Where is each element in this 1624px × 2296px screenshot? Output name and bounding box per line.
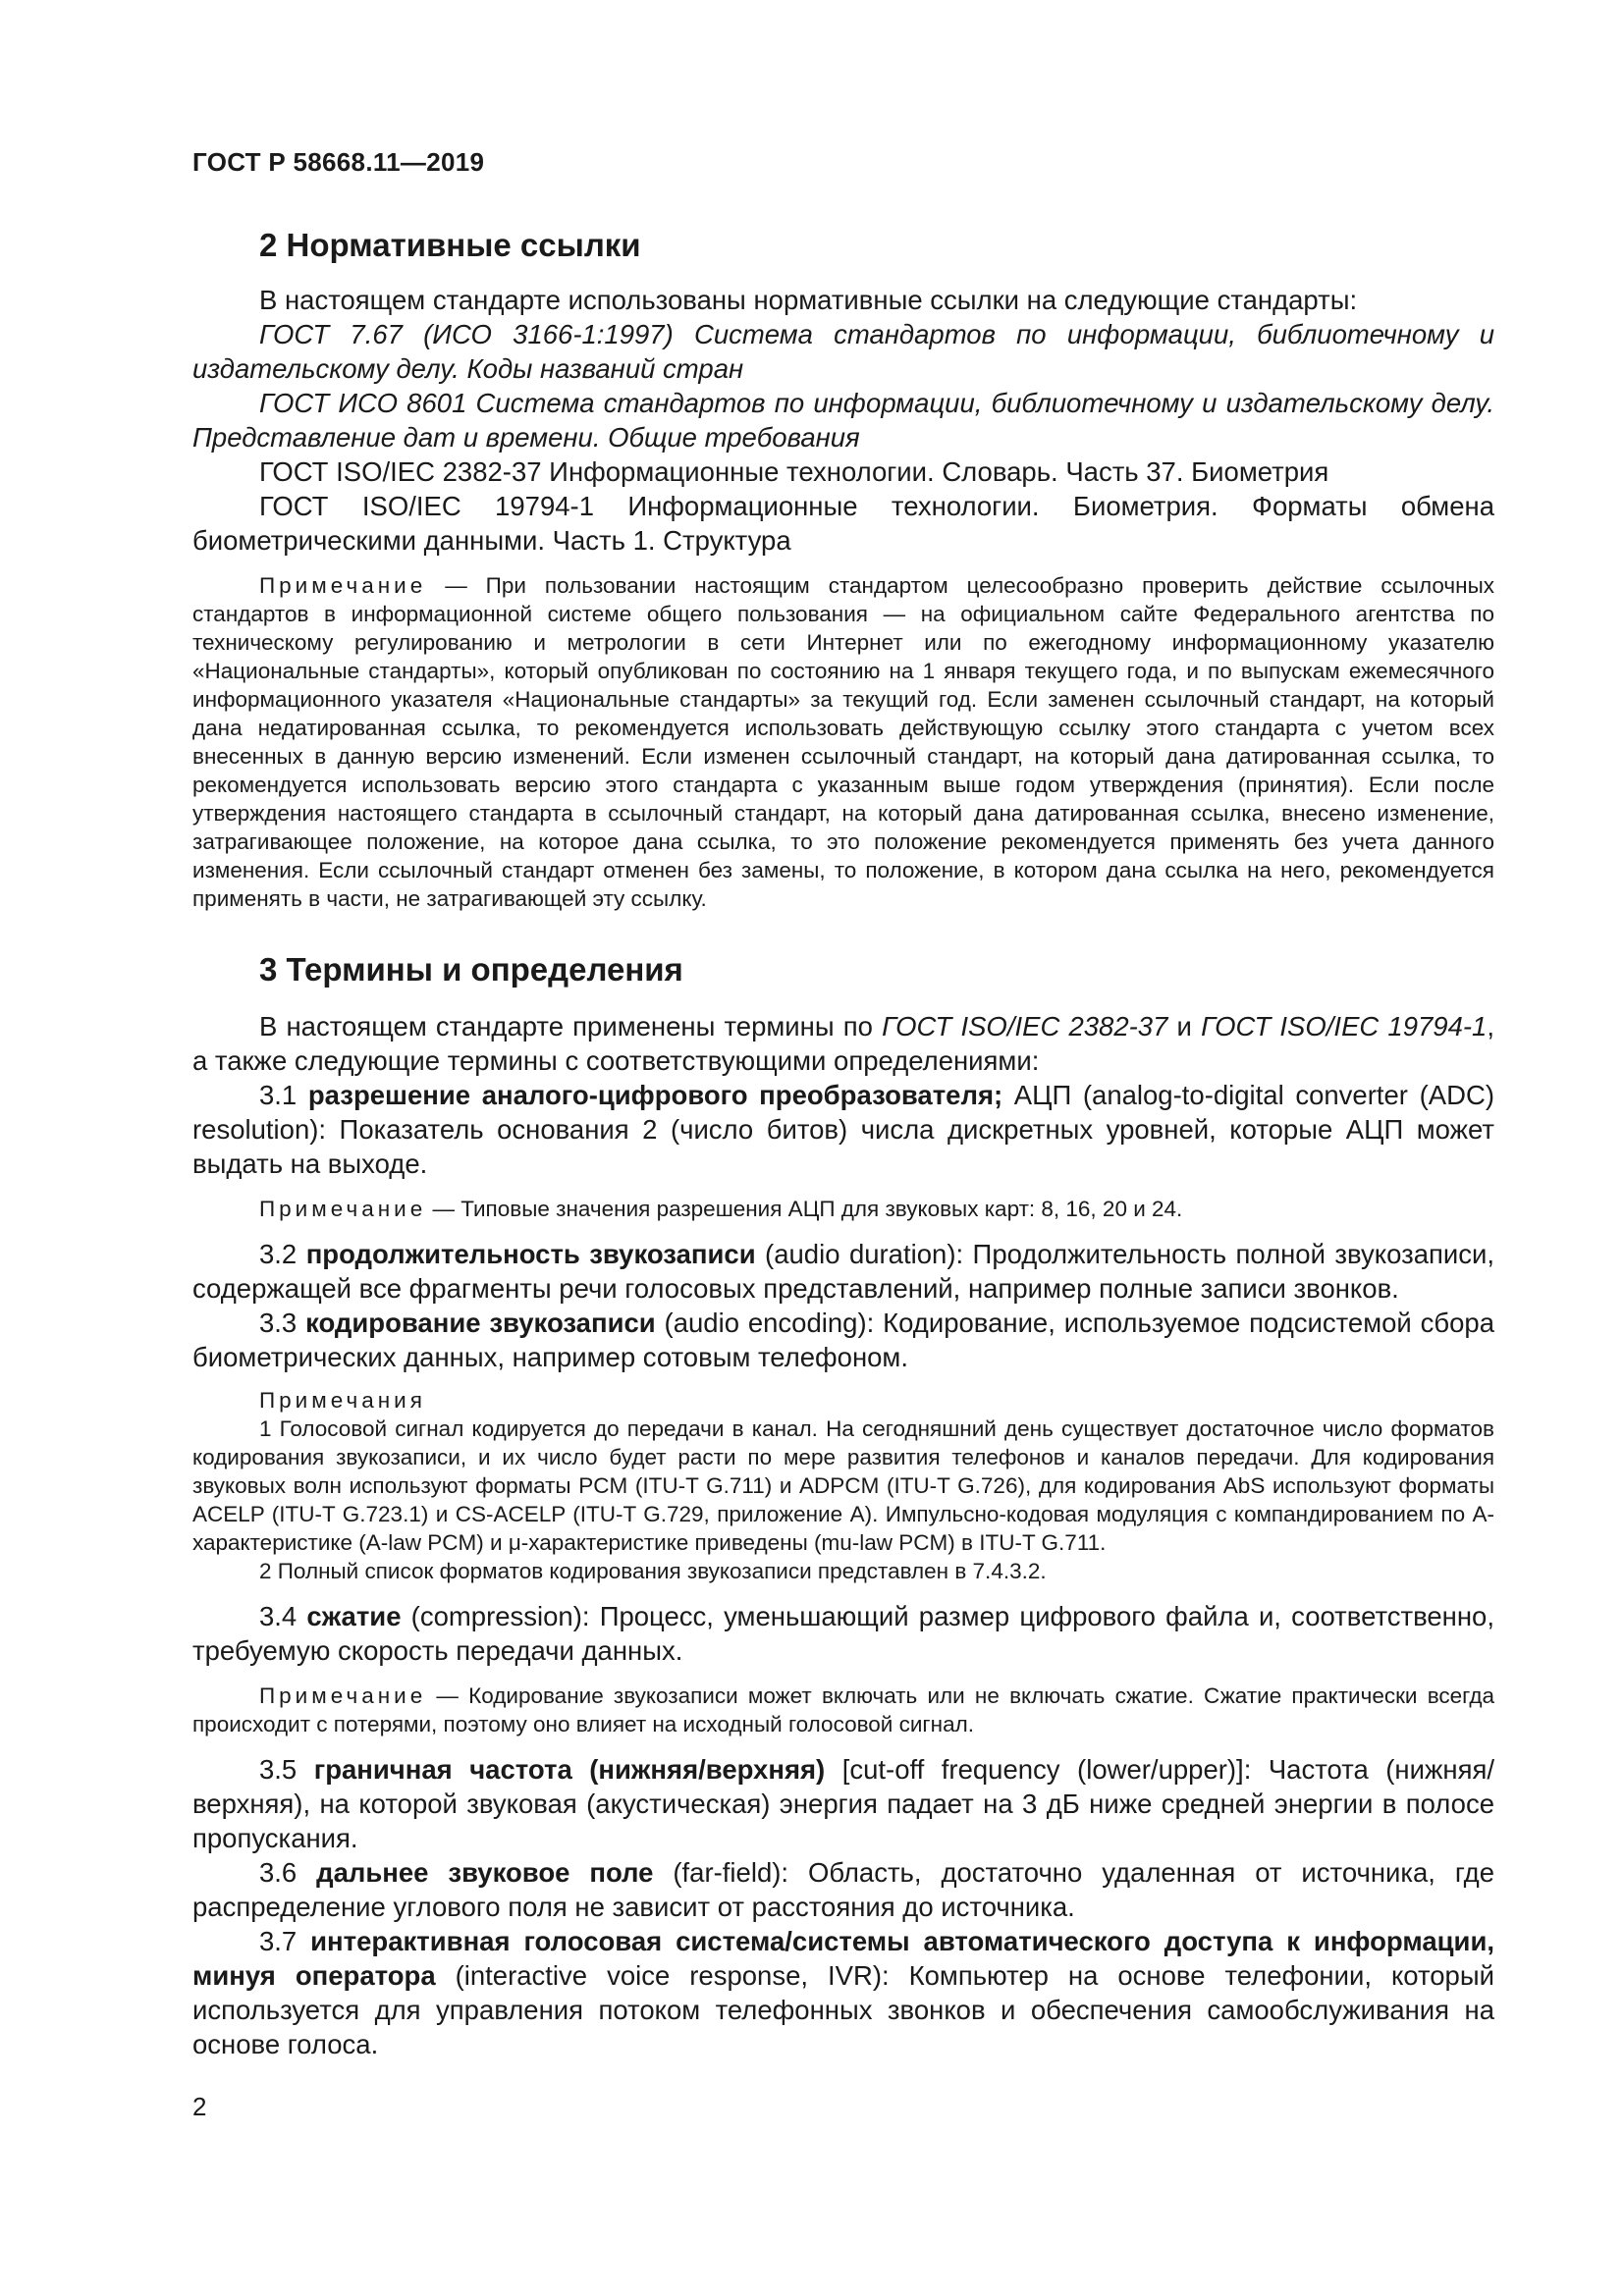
note-label: Примечание [259,1197,427,1221]
intro-text: , а также следующие термины с соответствующими определениями: [192,1011,1494,1076]
section-2-title: 2 Нормативные ссылки [259,227,641,263]
term-3-3 [192,1306,1494,1374]
intro-ref: ГОСТ ISO/IEC 19794-1 [1201,1011,1488,1041]
term-definition: (compression): Процесс, уменьшающий размер цифрового файла и, соответственно, требуемую скорость передачи данных. [192,1601,1494,1666]
term-name: разрешение аналого-цифрового преобразователя; [307,1080,1003,1110]
term-name: кодирование звукозаписи [305,1308,656,1338]
term-3-1 [192,1078,1494,1181]
term-3-2 [192,1237,1494,1306]
note-text: — Кодирование звукозаписи может включать или не включать сжатие. Сжатие практически всегда происходит с потерями, поэтому оно влияет на исходный голосовой сигнал. [192,1683,1494,1736]
term-number: 3.5 [259,1754,314,1785]
term-3-3-note-2: 2 Полный список форматов кодирования звукозаписи представлен в 7.4.3.2. [259,1559,1047,1583]
intro-text: В настоящем стандарте применены термины по [259,1011,883,1041]
term-3-6 [192,1855,1494,1924]
term-3-1-note [192,1195,1494,1223]
standard-code-header: ГОСТ Р 58668.11—2019 [192,147,485,177]
sec2-ref-gost-767 [192,317,1494,386]
term-name: граничная частота (нижняя/верхняя) [313,1754,826,1785]
section-3-title: 3 Термины и определения [259,951,683,988]
term-name: интерактивная голосовая система/системы автоматического доступа к информации, минуя оператора [192,1926,1494,1991]
note-text: — При пользовании настоящим стандартом целесообразно проверить действие ссылочных стандартов в информационной системе общего пользования — на официальном сайте Федерального агентства по техническому регулированию и метрологии в сети Интернет или по ежегодному информационному указателю «Национальные стандарты», который опубликован по состоянию на 1 января текущего года, и по выпускам ежемесячного информационного указателя «Национальные стандарты» за текущий год. Если заменен ссылочный стандарт, на который дана недатированная ссылка, то рекомендуется использовать действующую ссылку этого стандарта с учетом всех внесенных в данную версию изменений. Если изменен ссылочный стандарт, на который дана датированная ссылка, то рекомендуется использовать версию этого стандарта с указанным выше годом утверждения (принятия). Если после утверждения настоящего стандарта в ссылочный стандарт, на который дана датированная ссылка, внесено изменение, затрагивающее положение, на которое дана ссылка, то это положение рекомендуется применять без учета данного изменения. Если ссылочный стандарт отменен без замены, то положение, в котором дана ссылка на него, рекомендуется применять в части, не затрагивающей эту ссылку. [192,573,1494,911]
sec2-intro: В настоящем стандарте использованы нормативные ссылки на следующие стандарты: [259,285,1358,315]
sec2-ref-2382-37: ГОСТ ISO/IEC 2382-37 Информационные технологии. Словарь. Часть 37. Биометрия [259,456,1329,487]
sec2-ref-19794-1: ГОСТ ISO/IEC 19794-1 Информационные технологии. Биометрия. Форматы обмена биометрическими данными. Часть 1. Структура [192,491,1494,556]
intro-text: и [1167,1011,1202,1041]
term-number: 3.4 [259,1601,307,1631]
term-number: 3.7 [259,1926,311,1956]
note-label: Примечание [259,573,427,598]
page-number: 2 [192,2092,207,2121]
note-label: Примечание [259,1683,427,1708]
term-3-7 [192,1924,1494,2061]
term-number: 3.2 [259,1239,306,1269]
page-content [192,226,1494,2061]
sec2-ref-gost-iso-8601 [192,386,1494,454]
term-number: 3.6 [259,1857,317,1888]
ref-text: ГОСТ ИСО 8601 Система стандартов по информации, библиотечному и издательскому делу. Представление дат и времени. Общие требования [192,388,1494,453]
term-3-4-note [192,1682,1494,1738]
notes-label: Примечания [259,1388,426,1413]
term-3-4 [192,1599,1494,1668]
term-definition: (far-field): Область, достаточно удаленная от источника, где распределение углового поля не зависит от расстояния до источника. [192,1857,1495,1922]
term-definition: [cut-off frequency (lower/upper)]: Частота (нижняя/верхняя), на которой звуковая (акустическая) энергия падает на 3 дБ ниже средней энергии в полосе пропускания. [192,1754,1494,1853]
term-definition: (audio duration): Продолжительность полной звукозаписи, содержащей все фрагменты речи голосовых представлений, например полные записи звонков. [192,1239,1495,1304]
term-definition: АЦП (analog-to-digital converter (ADC) resolution): Показатель основания 2 (число битов) числа дискретных уровней, которые АЦП может выдать на выходе. [192,1080,1494,1179]
ref-text: ГОСТ 7.67 (ИСО 3166-1:1997) Система стандартов по информации, библиотечному и издательскому делу. Коды названий стран [192,319,1494,384]
sec3-intro [192,1009,1494,1078]
term-name: сжатие [306,1601,402,1631]
intro-ref: ГОСТ ISO/IEC 2382-37 [882,1011,1168,1041]
term-3-3-notes-label [192,1386,1494,1415]
term-number: 3.1 [259,1080,308,1110]
term-name: дальнее звуковое поле [316,1857,654,1888]
term-number: 3.3 [259,1308,306,1338]
term-definition: (audio encoding): Кодирование, используемое подсистемой сбора биометрических данных, например сотовым телефоном. [192,1308,1495,1372]
term-definition: (interactive voice response, IVR): Компьютер на основе телефонии, который используется для управления потоком телефонных звонков и обеспечения самообслуживания на основе голоса. [192,1960,1494,2059]
note-text: — Типовые значения разрешения АЦП для звуковых карт: 8, 16, 20 и 24. [426,1197,1183,1221]
sec2-note [192,571,1494,913]
term-name: продолжительность звукозаписи [305,1239,756,1269]
term-3-5 [192,1752,1494,1855]
term-3-3-note-1: 1 Голосовой сигнал кодируется до передачи в канал. На сегодняшний день существует достаточное число форматов кодирования звукозаписи, и их число будет расти по мере развития телефонов и каналов передачи. Для кодирования звуковых волн используют форматы PCM (ITU-T G.711) и ADPCM (ITU-T G.726), для кодирования AbS используют форматы ACELP (ITU-T G.723.1) и CS-ACELP (ITU-T G.729, приложение А). Импульсно-кодовая модуляция с компандированием по А-характеристике (A-law PCM) и μ-характеристике приведены (mu-law PCM) в ITU-T G.711. [192,1416,1494,1555]
